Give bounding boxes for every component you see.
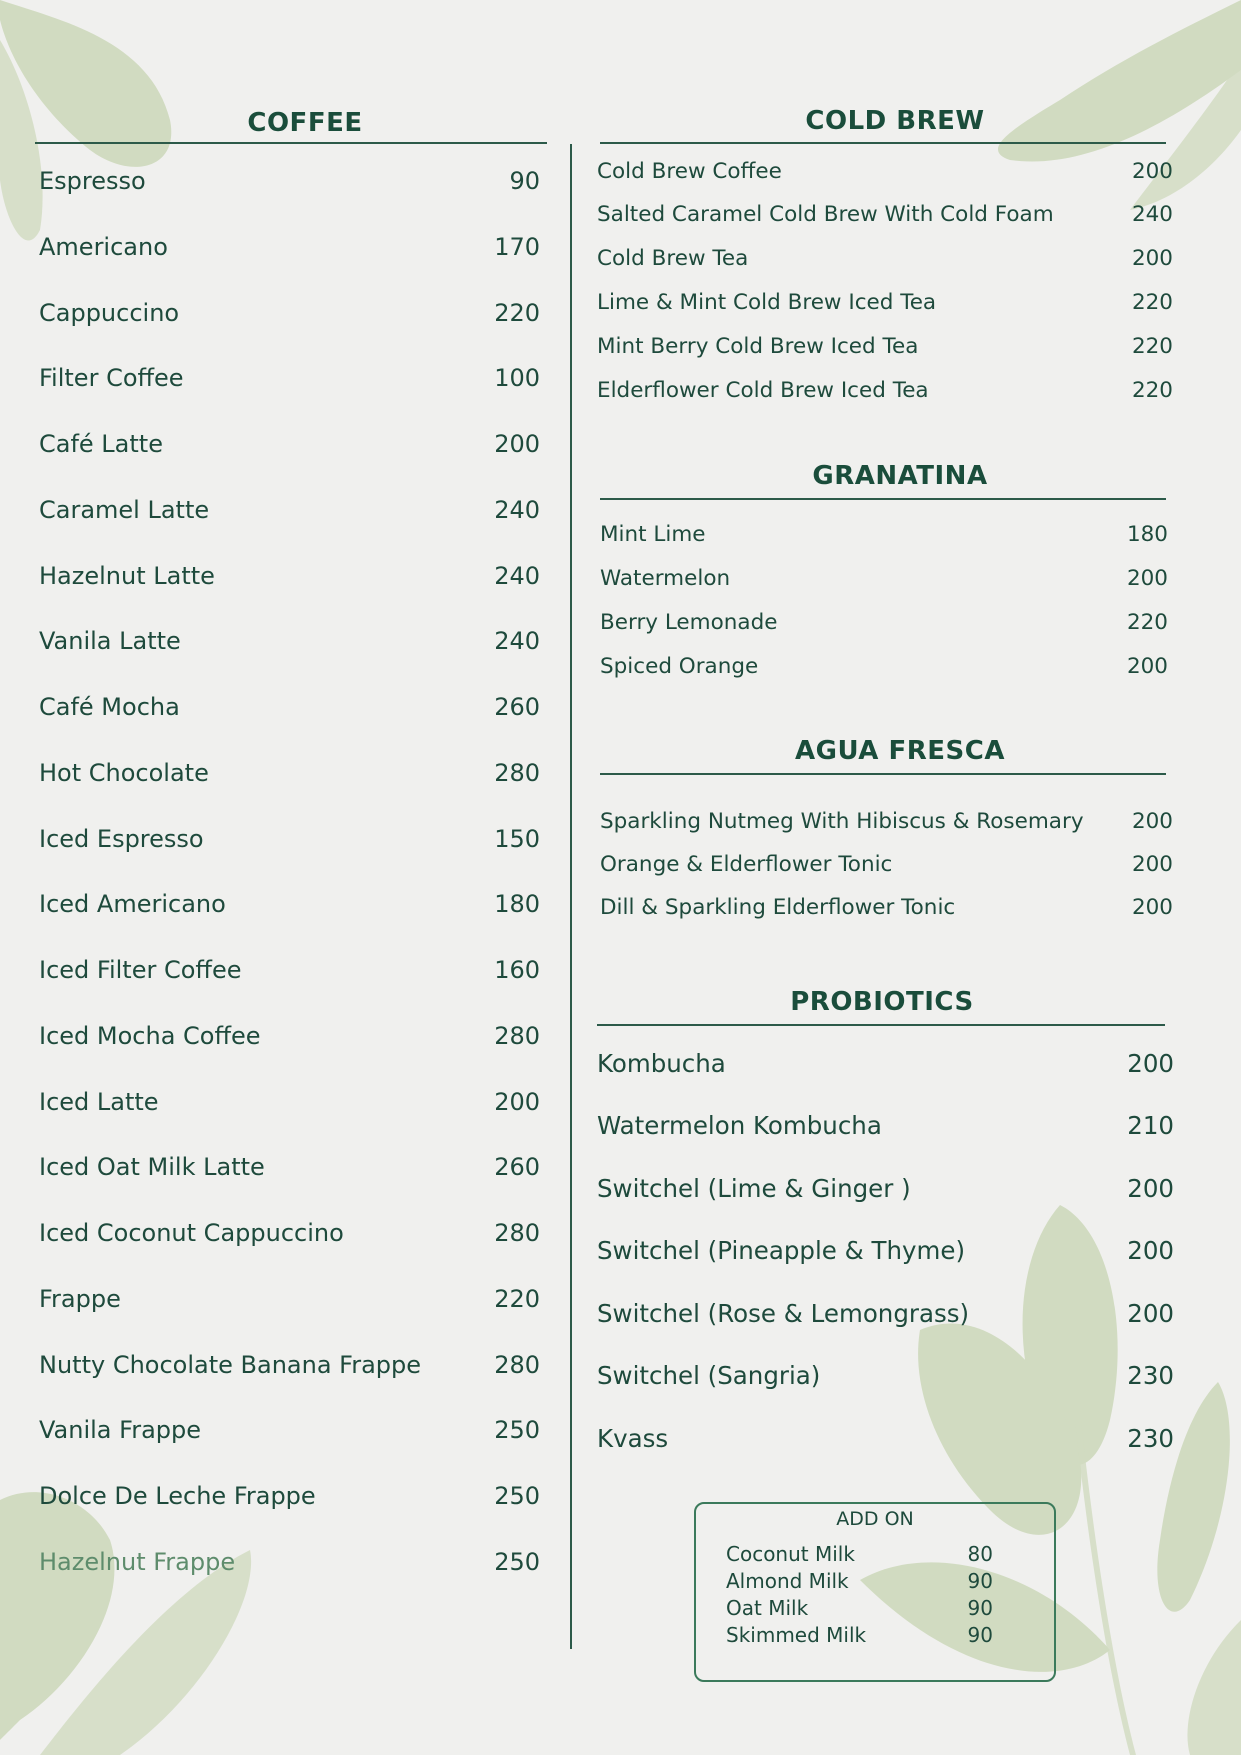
menu-item [39, 884, 540, 924]
granatina-title-rule [600, 498, 1166, 500]
menu-item [600, 848, 1173, 880]
menu-item [39, 687, 540, 727]
menu-item [600, 518, 1168, 550]
menu-item-price: 180 [1126, 521, 1168, 547]
menu-item-name: Switchel (Rose & Lemongrass) [597, 1298, 970, 1328]
menu-item-name: Watermelon Kombucha [597, 1111, 882, 1140]
probiotics-title: PROBIOTICS [790, 987, 974, 1017]
menu-item-name: Spiced Orange [600, 653, 759, 679]
menu-item-name: Mint Lime [600, 521, 706, 547]
add-on-item [726, 1567, 993, 1594]
add-on-item [726, 1540, 993, 1567]
menu-item [39, 227, 540, 267]
menu-item-price: 220 [1126, 609, 1168, 635]
menu-item-name: Iced Filter Coffee [39, 956, 242, 984]
menu-item [600, 650, 1168, 682]
menu-item-name: Cold Brew Tea [597, 246, 749, 272]
granatina-title: GRANATINA [812, 461, 988, 491]
menu-item-price: 250 [494, 1482, 540, 1510]
menu-item-price: 200 [1127, 1298, 1174, 1328]
menu-item [39, 424, 540, 464]
menu-item-name: Caramel Latte [39, 495, 210, 524]
menu-item-price: 200 [1131, 808, 1173, 834]
menu-item-price: 200 [494, 1087, 540, 1116]
menu-item-price: 90 [509, 167, 540, 195]
menu-item [39, 1279, 540, 1319]
menu-item-price: 200 [1131, 851, 1173, 877]
menu-item [597, 155, 1173, 187]
agua-fresca-title-rule [600, 773, 1166, 775]
add-on-item-name: Almond Milk [726, 1568, 849, 1593]
menu-item-name: Kvass [597, 1423, 669, 1453]
menu-item-price: 200 [1127, 1048, 1174, 1078]
menu-item-name: Cappuccino [39, 298, 180, 327]
menu-item-name: Iced Coconut Cappuccino [39, 1219, 344, 1247]
menu-item-price: 150 [494, 824, 540, 853]
menu-item [600, 805, 1173, 837]
probiotics-title-rule [597, 1024, 1165, 1026]
add-on-box [694, 1502, 1056, 1682]
menu-item-name: Hazelnut Frappe [39, 1547, 236, 1576]
menu-item [39, 161, 540, 201]
cold-brew-title: COLD BREW [805, 106, 985, 136]
menu-item-price: 200 [1126, 565, 1168, 591]
add-on-item [726, 1594, 993, 1621]
menu-item-name: Hazelnut Latte [39, 561, 215, 590]
menu-item-name: Filter Coffee [39, 364, 184, 393]
add-on-item-price: 90 [967, 1622, 993, 1647]
menu-item [597, 1043, 1174, 1083]
menu-item [597, 1418, 1174, 1458]
add-on-item-price: 90 [967, 1595, 993, 1620]
menu-item [597, 243, 1173, 275]
menu-item [39, 293, 540, 333]
menu-item-name: Lime & Mint Cold Brew Iced Tea [597, 289, 937, 315]
menu-item-price: 240 [1131, 202, 1173, 228]
menu-item-price: 230 [1127, 1423, 1174, 1453]
menu-item-price: 230 [1127, 1361, 1174, 1390]
menu-item-price: 220 [1131, 333, 1173, 359]
add-on-title: ADD ON [836, 1508, 914, 1530]
menu-item [39, 490, 540, 530]
cold-brew-title-rule [600, 142, 1166, 144]
menu-item-name: Sparkling Nutmeg With Hibiscus & Rosemary [600, 808, 1084, 834]
menu-item [597, 1231, 1174, 1271]
menu-item-price: 240 [494, 495, 540, 524]
menu-item-price: 250 [494, 1547, 540, 1576]
menu-item [600, 606, 1168, 638]
menu-item-price: 180 [494, 890, 540, 919]
add-on-item [726, 1621, 993, 1648]
menu-item [39, 621, 540, 661]
menu-item-name: Espresso [39, 167, 146, 195]
menu-item-price: 260 [494, 693, 540, 721]
menu-item [597, 1356, 1174, 1396]
menu-item-price: 280 [494, 758, 540, 787]
menu-item-name: Switchel (Sangria) [597, 1361, 821, 1390]
menu-item-price: 280 [494, 1021, 540, 1050]
menu-item [39, 1147, 540, 1187]
menu-item-name: Berry Lemonade [600, 609, 778, 635]
menu-item [597, 199, 1173, 231]
leaf-stem [1075, 1420, 1136, 1755]
menu-item [39, 753, 540, 793]
menu-item [597, 330, 1173, 362]
menu-item-price: 240 [494, 627, 540, 656]
menu-item-name: Salted Caramel Cold Brew With Cold Foam [597, 202, 1054, 228]
menu-item [600, 891, 1173, 923]
menu-item-name: Café Latte [39, 430, 163, 458]
menu-item [39, 556, 540, 596]
menu-item-name: Hot Chocolate [39, 758, 209, 787]
menu-item-name: Iced Mocha Coffee [39, 1021, 261, 1050]
menu-item [600, 562, 1168, 594]
menu-item-price: 200 [1127, 1173, 1174, 1203]
menu-item-price: 220 [494, 1284, 540, 1313]
menu-item-price: 200 [1131, 246, 1173, 272]
add-on-item-name: Oat Milk [726, 1595, 809, 1620]
menu-item [597, 1168, 1174, 1208]
leaf-bottom-right-5 [1187, 1620, 1241, 1755]
menu-item-price: 200 [1126, 653, 1168, 679]
menu-item [39, 1542, 540, 1582]
menu-item-name: Elderflower Cold Brew Iced Tea [597, 377, 929, 403]
add-on-item-name: Coconut Milk [726, 1541, 855, 1566]
leaf-bottom-right-4 [1157, 1382, 1230, 1612]
add-on-item-name: Skimmed Milk [726, 1622, 867, 1647]
menu-item-price: 160 [494, 956, 540, 984]
menu-item [39, 1476, 540, 1516]
menu-item-name: Iced Latte [39, 1087, 159, 1116]
menu-item-name: Switchel (Lime & Ginger ) [597, 1173, 911, 1203]
column-divider [570, 144, 572, 1649]
menu-item [597, 1293, 1174, 1333]
coffee-title: COFFEE [247, 108, 363, 138]
menu-item-name: Iced Espresso [39, 824, 204, 853]
menu-item-name: Vanila Frappe [39, 1416, 202, 1445]
agua-fresca-title: AGUA FRESCA [795, 736, 1005, 766]
menu-item-name: Vanila Latte [39, 627, 181, 656]
menu-item [39, 1410, 540, 1450]
menu-item-price: 200 [1127, 1236, 1174, 1265]
menu-item-name: Dolce De Leche Frappe [39, 1482, 316, 1510]
menu-item [39, 1016, 540, 1056]
menu-item-name: Kombucha [597, 1048, 726, 1078]
menu-item-price: 280 [494, 1219, 540, 1247]
menu-item-name: Cold Brew Coffee [597, 158, 782, 184]
menu-item-name: Watermelon [600, 565, 731, 591]
menu-item [597, 1106, 1174, 1146]
menu-item-price: 220 [494, 298, 540, 327]
menu-item-price: 280 [494, 1350, 540, 1379]
menu-item [597, 374, 1173, 406]
menu-item-price: 200 [1131, 158, 1173, 184]
menu-item-price: 220 [1131, 289, 1173, 315]
menu-item [39, 1213, 540, 1253]
menu-item-name: Nutty Chocolate Banana Frappe [39, 1350, 422, 1379]
add-on-item-price: 80 [967, 1541, 993, 1566]
menu-item-name: Switchel (Pineapple & Thyme) [597, 1236, 966, 1265]
menu-item-price: 200 [1131, 894, 1173, 920]
menu-item-name: Frappe [39, 1284, 121, 1313]
menu-item-price: 200 [494, 430, 540, 458]
menu-item-price: 210 [1127, 1111, 1174, 1140]
menu-item-name: Orange & Elderflower Tonic [600, 851, 893, 877]
menu-item [39, 950, 540, 990]
add-on-item-price: 90 [967, 1568, 993, 1593]
menu-item [39, 1345, 540, 1385]
menu-item-name: Café Mocha [39, 693, 180, 721]
menu-item [597, 286, 1173, 318]
menu-item [39, 819, 540, 859]
menu-item-price: 170 [494, 232, 540, 261]
menu-item-price: 240 [494, 561, 540, 590]
menu-item-name: Americano [39, 232, 168, 261]
menu-item-name: Mint Berry Cold Brew Iced Tea [597, 333, 919, 359]
menu-item-price: 260 [494, 1153, 540, 1182]
menu-item-price: 100 [494, 364, 540, 393]
menu-item-price: 220 [1131, 377, 1173, 403]
menu-item-price: 250 [494, 1416, 540, 1445]
menu-item-name: Iced Americano [39, 890, 226, 919]
menu-item-name: Iced Oat Milk Latte [39, 1153, 265, 1182]
coffee-title-rule [35, 142, 547, 144]
menu-item-name: Dill & Sparkling Elderflower Tonic [600, 894, 956, 920]
menu-item [39, 1082, 540, 1122]
menu-item [39, 358, 540, 398]
